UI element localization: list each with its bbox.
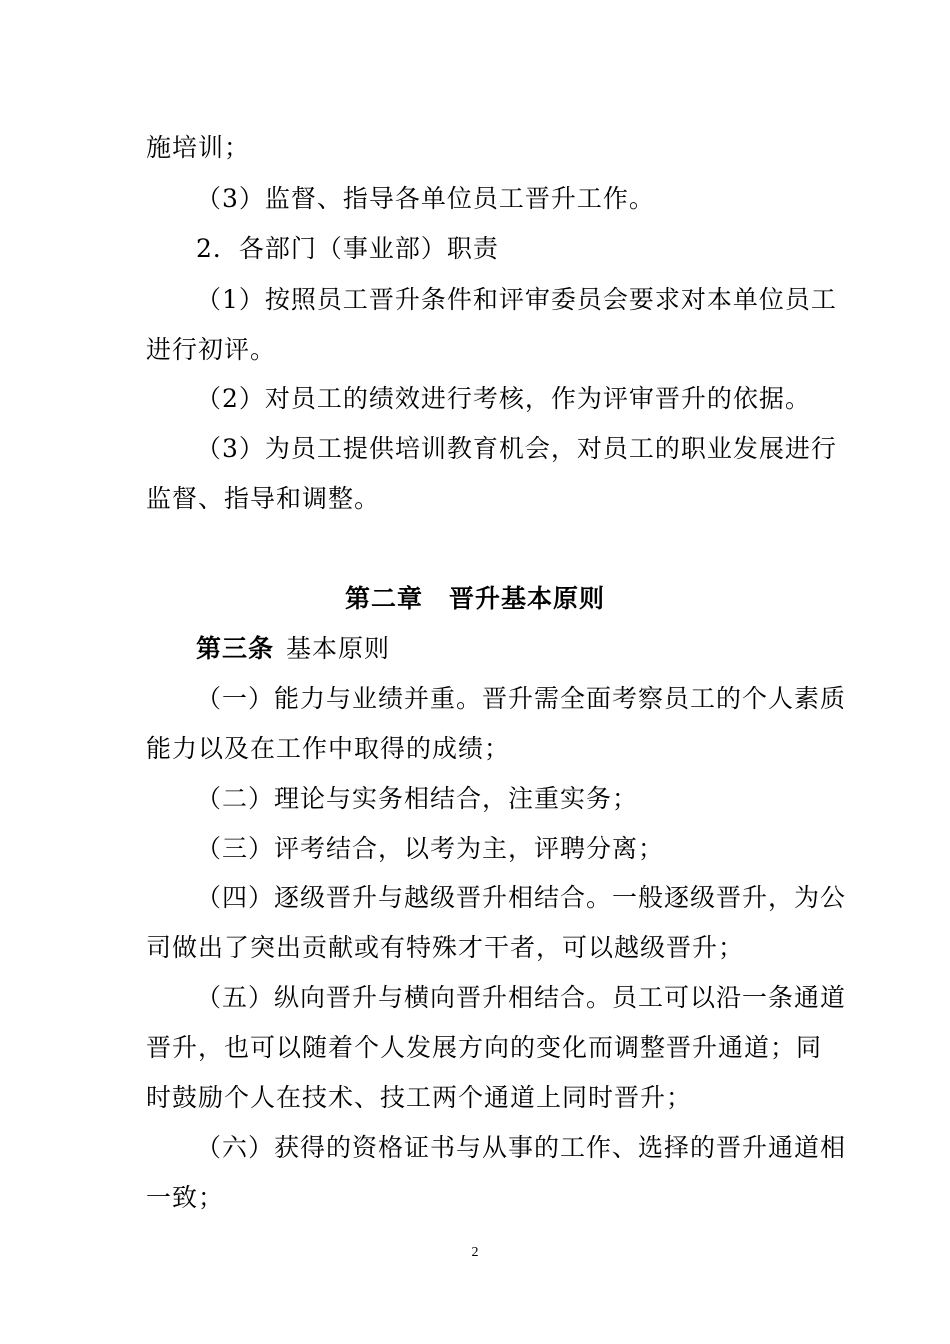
article-title: 基本原则 <box>286 634 391 663</box>
list-item-text: （1）按照员工晋升条件和评审委员会要求对本单位员工 <box>196 285 837 314</box>
principle-item <box>146 983 847 1013</box>
principle-text: （五）纵向晋升与横向晋升相结合。员工可以沿一条通道 <box>196 983 847 1012</box>
chapter-title: 第二章 晋升基本原则 <box>344 584 605 613</box>
article-heading <box>196 634 390 664</box>
principle-item: （二）理论与实务相结合，注重实务； <box>196 784 639 813</box>
page-number: 2 <box>471 1245 479 1260</box>
list-item: （3）监督、指导各单位员工晋升工作。 <box>196 184 655 213</box>
list-item: （2）对员工的绩效进行考核，作为评审晋升的依据。 <box>196 384 811 413</box>
list-item <box>146 434 837 464</box>
paragraph-line: 一致； <box>146 1183 225 1212</box>
section-heading: 2．各部门（事业部）职责 <box>196 234 499 263</box>
paragraph-line: 监督、指导和调整。 <box>146 484 381 513</box>
article-label: 第三条 <box>196 634 275 663</box>
principle-text: （六）获得的资格证书与从事的工作、选择的晋升通道相 <box>196 1133 847 1162</box>
list-item-text: （3）为员工提供培训教育机会，对员工的职业发展进行 <box>196 434 837 463</box>
principle-item: （三）评考结合，以考为主，评聘分离； <box>196 834 665 863</box>
paragraph-line: 时鼓励个人在技术、技工两个通道上同时晋升； <box>146 1083 693 1112</box>
paragraph-line: 能力以及在工作中取得的成绩； <box>146 734 511 763</box>
paragraph-line: 司做出了突出贡献或有特殊才干者，可以越级晋升； <box>146 933 745 962</box>
principle-item <box>146 684 847 714</box>
principle-item <box>146 1133 847 1163</box>
principle-text: （四）逐级晋升与越级晋升相结合。一般逐级晋升，为公 <box>196 883 847 912</box>
paragraph-line: 进行初评。 <box>146 335 277 364</box>
paragraph-line: 晋升，也可以随着个人发展方向的变化而调整晋升通道；同 <box>146 1033 823 1062</box>
principle-text: （一）能力与业绩并重。晋升需全面考察员工的个人素质 <box>196 684 847 713</box>
principle-item <box>146 883 847 913</box>
paragraph-line: 施培训； <box>146 133 251 162</box>
list-item <box>146 285 837 315</box>
